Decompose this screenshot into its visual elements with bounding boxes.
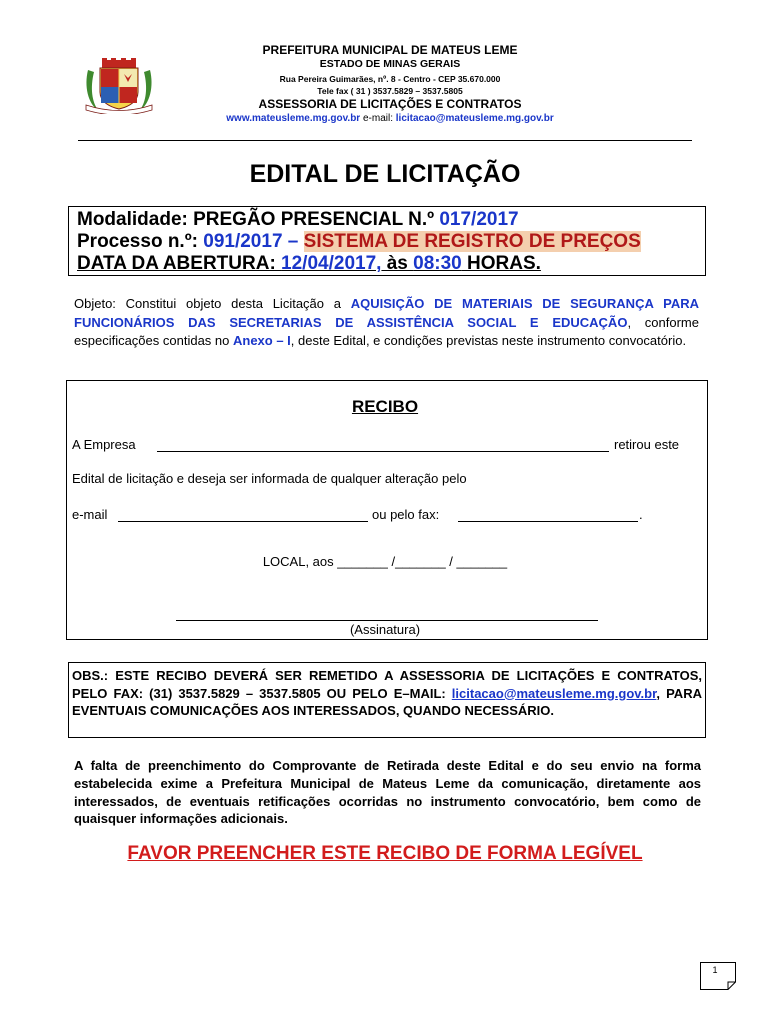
anexo-reference: Anexo – I	[232, 333, 291, 348]
horas-label: HORAS.	[461, 253, 541, 274]
as-label: às	[381, 253, 414, 274]
modalidade-label: Modalidade: PREGÃO PRESENCIAL N.º	[77, 209, 440, 230]
retirou-label: retirou este	[614, 437, 680, 452]
objeto-end: , deste Edital, e condições previstas neste instrumento convocatório.	[290, 333, 687, 348]
objeto-description: AQUISIÇÃO DE MATERIAIS DE SEGURANÇA PARA FUNCIONÁRIOS DAS SECRETARIAS DE ASSISTÊNCIA SOCIAL E EDUCAÇÃO	[74, 296, 699, 330]
processo-label: Processo n.º:	[77, 231, 204, 252]
fax-period: .	[639, 507, 643, 522]
header-address: Rua Pereira Guimarães, nº. 8 - Centro - CEP 35.670.000	[279, 74, 501, 84]
obs-text-start: OBS.: ESTE RECIBO DEVERÁ SER REMETIDO A ASSESSORIA DE LICITAÇÕES E CONTRATOS, PELO FAX: (31) 3537.5829 – 3537.5805 OU PELO E–MAIL:	[72, 668, 702, 701]
data-label: DATA DA ABERTURA:	[77, 253, 282, 274]
email-field-label: e-mail	[72, 507, 108, 522]
srp-highlight: SISTEMA DE REGISTRO DE PREÇOS	[303, 231, 641, 252]
obs-email-link[interactable]: licitacao@mateusleme.mg.gov.br	[451, 685, 657, 701]
signature-blank-field[interactable]	[176, 620, 598, 621]
header-contact-line	[140, 113, 640, 124]
empresa-label: A Empresa	[72, 437, 136, 452]
modalidade-line	[77, 209, 519, 231]
modalidade-box	[68, 206, 706, 276]
objeto-mid: , conforme especificações contidas no	[74, 314, 699, 348]
fax-blank-field[interactable]	[458, 521, 638, 522]
fax-field-label: ou pelo fax:	[372, 507, 440, 522]
processo-value: 091/2017 –	[203, 231, 304, 252]
pregao-number: 017/2017	[439, 209, 519, 230]
local-date-line: LOCAL, aos _______ /_______ / _______	[262, 554, 508, 569]
page-number: 1	[712, 965, 718, 975]
website-link[interactable]: www.mateusleme.mg.gov.br	[226, 113, 361, 124]
signature-label: (Assinatura)	[349, 622, 421, 637]
data-value: 12/04/2017,	[281, 253, 382, 274]
falta-paragraph: A falta de preenchimento do Comprovante de Retirada deste Edital e do seu envio na forma estabelecida exime a Prefeitura Municipal de Mateus Leme da comunicação, diretamente aos interessados, de eventuais retificações ocorridas no instrumento convocatório, bem como de quaisquer informações adicionais.	[74, 758, 701, 827]
hora-value: 08:30	[413, 253, 462, 274]
header-divider	[78, 140, 692, 141]
email-blank-field[interactable]	[118, 521, 368, 522]
page-title: EDITAL DE LICITAÇÃO	[249, 160, 521, 188]
objeto-paragraph	[74, 295, 699, 351]
obs-paragraph	[72, 667, 702, 720]
objeto-intro: Objeto: Constitui objeto desta Licitação a	[74, 296, 351, 311]
header-telefax: Tele fax ( 31 ) 3537.5829 – 3537.5805	[317, 86, 463, 96]
header-assessoria: ASSESSORIA DE LICITAÇÕES E CONTRATOS	[258, 97, 522, 111]
header-estado: ESTADO DE MINAS GERAIS	[319, 58, 461, 70]
processo-line	[77, 231, 641, 253]
empresa-blank-field[interactable]	[157, 451, 609, 452]
obs-text-end: , PARA EVENTUAIS COMUNICAÇÕES AOS INTERESSADOS, QUANDO NECESSÁRIO.	[72, 685, 702, 718]
email-link[interactable]: licitacao@mateusleme.mg.gov.br	[395, 113, 554, 124]
email-label: e-mail:	[360, 113, 396, 124]
data-abertura-line	[77, 253, 541, 275]
favor-notice: FAVOR PREENCHER ESTE RECIBO DE FORMA LEGÍVEL	[127, 843, 643, 864]
recibo-line2: Edital de licitação e deseja ser informada de qualquer alteração pelo	[72, 471, 467, 486]
header-prefeitura: PREFEITURA MUNICIPAL DE MATEUS LEME	[262, 43, 518, 57]
recibo-title: RECIBO	[351, 397, 419, 416]
